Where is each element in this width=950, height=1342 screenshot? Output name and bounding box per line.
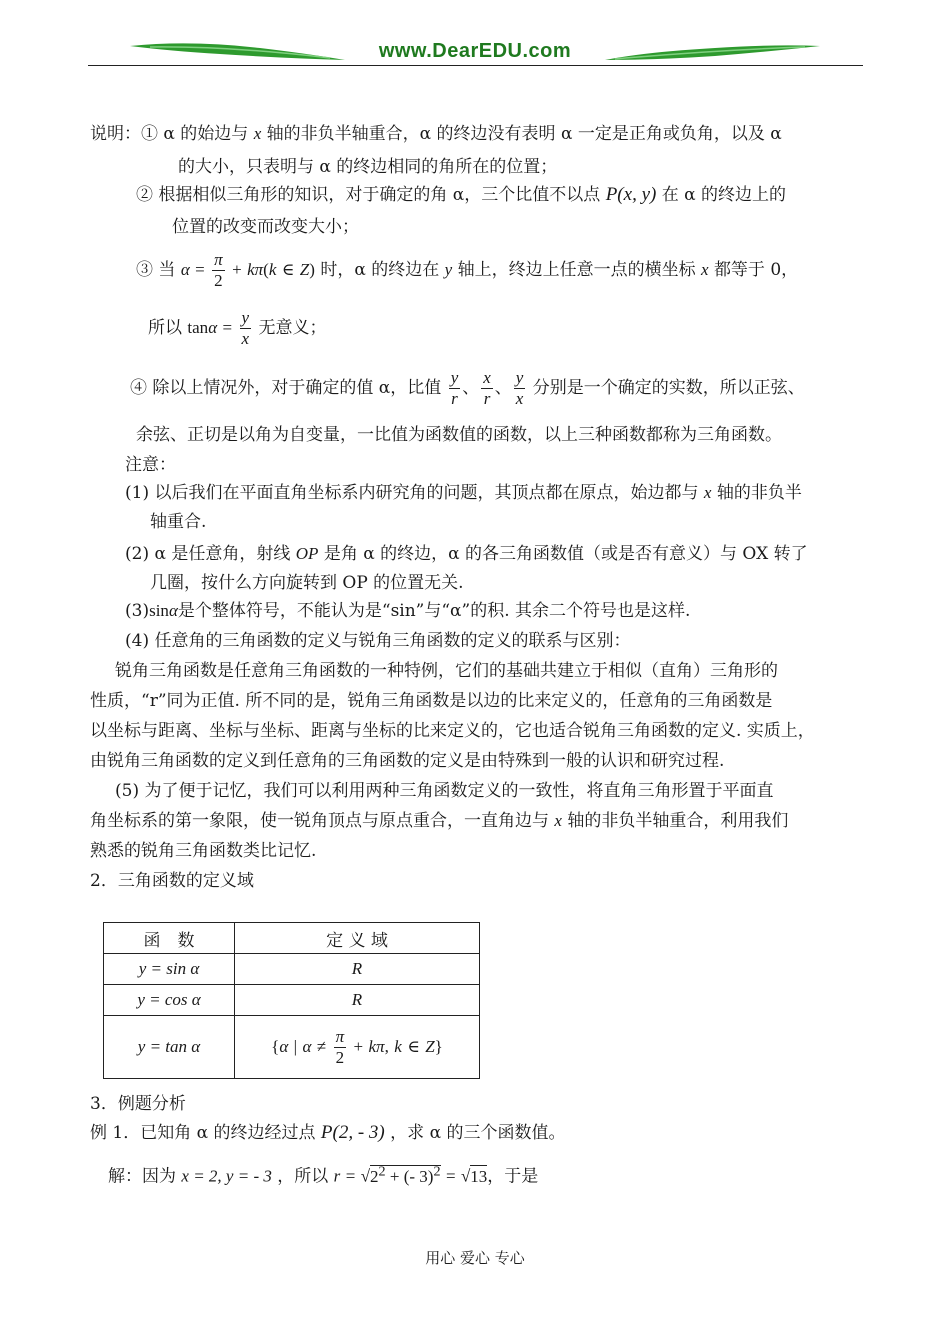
note-5: (5) 为了便于记忆，我们可以利用两种三角函数定义的一致性，将直角三角形置于平面直 [115,781,774,801]
table-header-function: 函 数 [104,923,235,954]
note-2-cont: 几圈，按什么方向旋转到 OP 的位置无关. [150,573,464,593]
header-rule [88,65,863,66]
table-cell-function: y = tan α [104,1016,235,1079]
s1-line6: 所以 tanα = $\frac{y}{x}$ 无意义； [148,308,327,348]
note-5-line-3: 熟悉的锐角三角函数类比记忆. [90,841,317,861]
table-header-domain: 定 义 域 [235,923,480,954]
table-cell-domain: R [235,985,480,1016]
example-1-solution: 解：因为 x = 2, y = - 3 ，所以 $r = √2^2$ + (- 3)$^2$ = √13，于是 [108,1163,539,1187]
table-row [104,985,480,1016]
section-3-heading: 3．例题分析 [90,1094,186,1114]
notes-title: 注意： [125,455,176,475]
table-row [104,954,480,985]
table-cell-function: y = cos α [104,985,235,1016]
right-leaf-decoration [605,38,820,64]
table-cell-domain: {α | α ≠ $\frac{\pi}{2}$ + kπ, k ∈ Z} [235,1016,480,1079]
note-1: (1) 以后我们在平面直角坐标系内研究角的问题，其顶点都在原点，始边都与 x 轴的非负半 [125,483,802,503]
note-4-para-3: 以坐标与距离、坐标与坐标、距离与坐标的比来定义的，它也适合锐角三角函数的定义. 实质上， [90,721,815,741]
s1-line3: ② 根据相似三角形的知识，对于确定的角 α，三个比值不以点 P(x, y) 在 α 的终边上的 [136,184,787,205]
note-2: (2) α 是任意角，射线 OP 是角 α 的终边，α 的各三角函数值（或是否有意义）与 OX 转了 [125,544,808,564]
s1-line7: ④ 除以上情况外，对于确定的值 α，比值 $\frac{y}{r}$ 、 $\frac{x}{r}$ 、 $\frac{y}{x}$ 分别是一个确定的实数，所以正弦、 [130,368,805,408]
site-name: www.DearEDU.com [378,40,572,62]
note-3: (3)sinα是个整体符号，不能认为是“sin”与“α”的积. 其余二个符号也是这样. [125,601,691,621]
note-4: (4) 任意角的三角函数的定义与锐角三角函数的定义的联系与区别： [125,631,631,651]
table-row [104,1016,480,1079]
section-2-heading: 2．三角函数的定义域 [90,871,254,891]
note-4-para-4: 由锐角三角函数的定义到任意角的三角函数的定义是由特殊到一般的认识和研究过程. [90,751,725,771]
s1-line4: 位置的改变而改变大小； [172,217,359,237]
note-4-para-2: 性质，“r”同为正值. 所不同的是，锐角三角函数是以边的比来定义的，任意角的三角函数是 [90,691,773,711]
s1-line8: 余弦、正切是以角为自变量，一比值为函数值的函数，以上三种函数都称为三角函数。 [136,425,782,445]
s1-line5: ③ 当 α = $\frac{\pi}{2}$ + kπ(k ∈ Z) 时，α 的终边在 y 轴上，终边上任意一点的横坐标 x 都等于 0， [136,250,799,290]
table-cell-domain: R [235,954,480,985]
page-footer: 用心 爱心 专心 [425,1249,525,1267]
table-cell-function: y = sin α [104,954,235,985]
domain-table [103,922,480,1079]
s1-line1: 说明：① α 的始边与 x 轴的非负半轴重合，α 的终边没有表明 α 一定是正角或负角，以及 α [90,124,782,144]
example-1: 例 1．已知角 α 的终边经过点 P(2, - 3) ，求 α 的三个函数值。 [90,1122,566,1143]
s1-line2: 的大小，只表明与 α 的终边相同的角所在的位置； [178,157,558,177]
note-4-para-1: 锐角三角函数是任意角三角函数的一种特例，它们的基础共建立于相似（直角）三角形的 [115,661,778,681]
note-1-cont: 轴重合. [150,512,207,532]
note-5-line-2: 角坐标系的第一象限，使一锐角顶点与原点重合，一直角边与 x 轴的非负半轴重合，利用我们 [90,811,789,831]
table-header-row [104,923,480,954]
